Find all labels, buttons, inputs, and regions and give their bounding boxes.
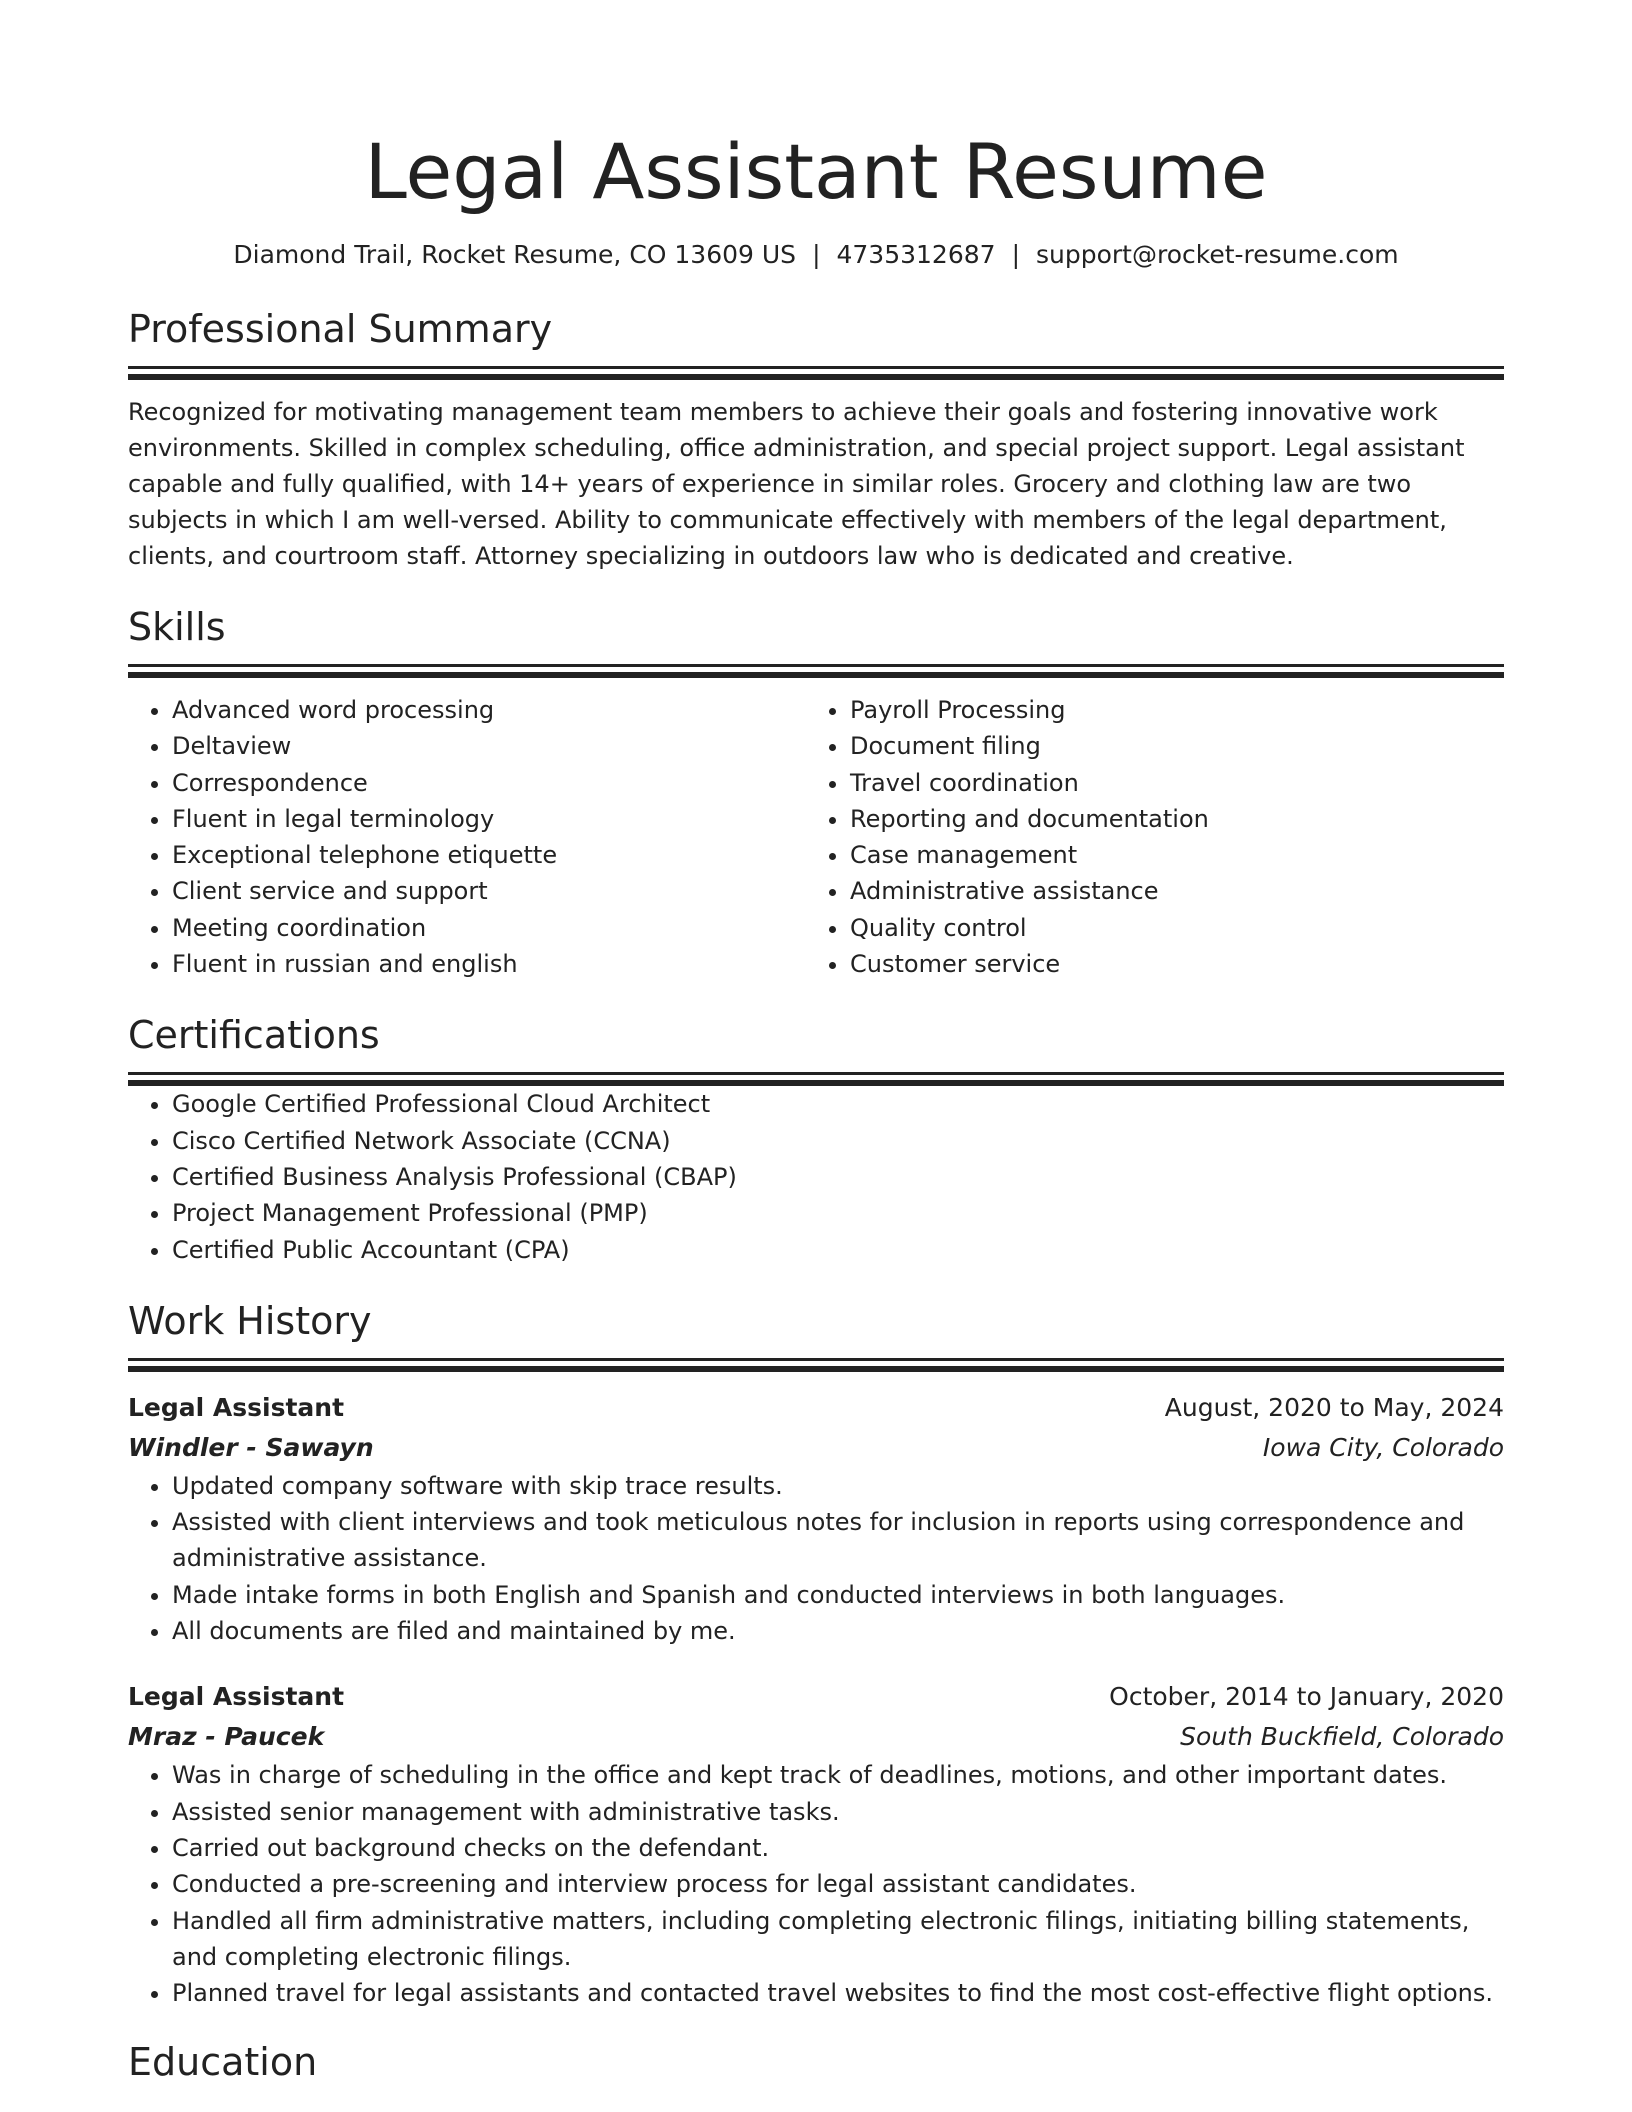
- job-duty-item: • Made intake forms in both English and Spanish and conducted interviews in both languages.: [172, 1577, 1504, 1613]
- skill-item: • Fluent in legal terminology: [172, 801, 806, 837]
- skill-item: • Document filing: [850, 728, 1484, 764]
- job-header-row: [128, 1677, 1504, 1717]
- section-heading-summary: Professional Summary: [128, 307, 553, 351]
- section-rule: [128, 366, 1504, 369]
- certification-item: • Certified Public Accountant (CPA): [172, 1232, 1504, 1268]
- summary-section: [128, 306, 1504, 574]
- contact-phone: 4735312687: [836, 240, 996, 269]
- resume-page: [128, 0, 1504, 2085]
- education-section: [128, 2039, 1504, 2085]
- section-heading-work-history: Work History: [128, 1298, 372, 1343]
- certifications-list: [128, 1086, 1504, 1267]
- certification-item: • Certified Business Analysis Professional (CBAP): [172, 1159, 1504, 1195]
- job-duty-item: • Assisted senior management with administrative tasks.: [172, 1794, 1504, 1830]
- job-subheader-row: [128, 1428, 1504, 1468]
- skill-item: • Quality control: [850, 910, 1484, 946]
- job-subheader-row: [128, 1717, 1504, 1757]
- skills-columns: [128, 692, 1504, 982]
- work-history-section: [128, 1298, 1504, 2012]
- skill-item: • Advanced word processing: [172, 692, 806, 728]
- skills-column-right: [806, 692, 1484, 982]
- skill-item: • Meeting coordination: [172, 910, 806, 946]
- contact-address: Diamond Trail, Rocket Resume, CO 13609 US: [233, 240, 797, 269]
- job-company: Mraz - Paucek: [128, 1722, 325, 1752]
- job-duties-list: [128, 1468, 1504, 1649]
- section-heading-certifications: Certifications: [128, 1013, 380, 1058]
- job-dates: August, 2020 to May, 2024: [1164, 1392, 1504, 1422]
- job-dates: October, 2014 to January, 2020: [1109, 1682, 1504, 1712]
- skill-item: • Case management: [850, 837, 1484, 873]
- section-heading-skills: Skills: [128, 605, 226, 649]
- job-title: Legal Assistant: [128, 1392, 345, 1422]
- skills-column-left: [128, 692, 806, 982]
- job-duty-item: • Was in charge of scheduling in the office and kept track of deadlines, motions, and other important dates.: [172, 1757, 1504, 1793]
- job-duty-item: • Carried out background checks on the defendant.: [172, 1830, 1504, 1866]
- certification-item: • Cisco Certified Network Associate (CCNA): [172, 1123, 1504, 1159]
- skill-item: • Deltaview: [172, 728, 806, 764]
- certification-item: • Google Certified Professional Cloud Architect: [172, 1086, 1504, 1122]
- job-duty-item: • All documents are filed and maintained by me.: [172, 1613, 1504, 1649]
- job-duty-item: • Planned travel for legal assistants and contacted travel websites to find the most cost-effective flight options.: [172, 1975, 1504, 2011]
- resume-title: Legal Assistant Resume: [364, 127, 1268, 216]
- section-rule-thick: [128, 672, 1504, 678]
- job-duties-list: [128, 1757, 1504, 2011]
- job-entry: [128, 1388, 1504, 1649]
- section-rule: [128, 1072, 1504, 1075]
- summary-text: Recognized for motivating management team members to achieve their goals and fostering innovative work environments. Skilled in complex scheduling, office administration, and special project support. Legal assistant capable and fully qualified, with 14+ years of experience in similar roles. Grocery and clothing law are two subjects in which I am well-versed. Ability to communicate effectively with members of the legal department, clients, and courtroom staff. Attorney specializing in outdoors law who is dedicated and creative.: [128, 398, 1465, 570]
- section-heading-education: Education: [128, 2040, 318, 2085]
- skills-list-left: [128, 692, 806, 982]
- skill-item: • Travel coordination: [850, 765, 1484, 801]
- skills-section: [128, 604, 1504, 982]
- skill-item: • Fluent in russian and english: [172, 946, 806, 982]
- skills-list-right: [806, 692, 1484, 982]
- contact-email: support@rocket-resume.com: [1036, 240, 1399, 269]
- skill-item: • Reporting and documentation: [850, 801, 1484, 837]
- job-duty-item: • Handled all firm administrative matters, including completing electronic filings, initiating billing statements, and completing electronic filings.: [172, 1903, 1504, 1976]
- job-duty-item: • Assisted with client interviews and took meticulous notes for inclusion in reports using correspondence and administrative assistance.: [172, 1504, 1504, 1577]
- skill-item: • Correspondence: [172, 765, 806, 801]
- job-location: Iowa City, Colorado: [1262, 1432, 1504, 1462]
- skill-item: • Exceptional telephone etiquette: [172, 837, 806, 873]
- job-duty-item: • Conducted a pre-screening and interview process for legal assistant candidates.: [172, 1866, 1504, 1902]
- skill-item: • Client service and support: [172, 873, 806, 909]
- job-location: South Buckfield, Colorado: [1180, 1722, 1504, 1752]
- section-rule-thick: [128, 1366, 1504, 1372]
- skill-item: • Payroll Processing: [850, 692, 1484, 728]
- job-title: Legal Assistant: [128, 1682, 345, 1712]
- skill-item: • Administrative assistance: [850, 873, 1484, 909]
- skill-item: • Customer service: [850, 946, 1484, 982]
- job-duty-item: • Updated company software with skip trace results.: [172, 1468, 1504, 1504]
- certifications-section: [128, 1012, 1504, 1267]
- certification-item: • Project Management Professional (PMP): [172, 1195, 1504, 1231]
- contact-separator: |: [1011, 240, 1020, 269]
- section-rule-thick: [128, 374, 1504, 380]
- section-rule: [128, 664, 1504, 667]
- job-company: Windler - Sawayn: [128, 1432, 374, 1462]
- contact-line: [128, 238, 1504, 272]
- section-rule: [128, 1358, 1504, 1361]
- job-header-row: [128, 1388, 1504, 1428]
- job-entry: [128, 1677, 1504, 2011]
- contact-separator: |: [812, 240, 821, 269]
